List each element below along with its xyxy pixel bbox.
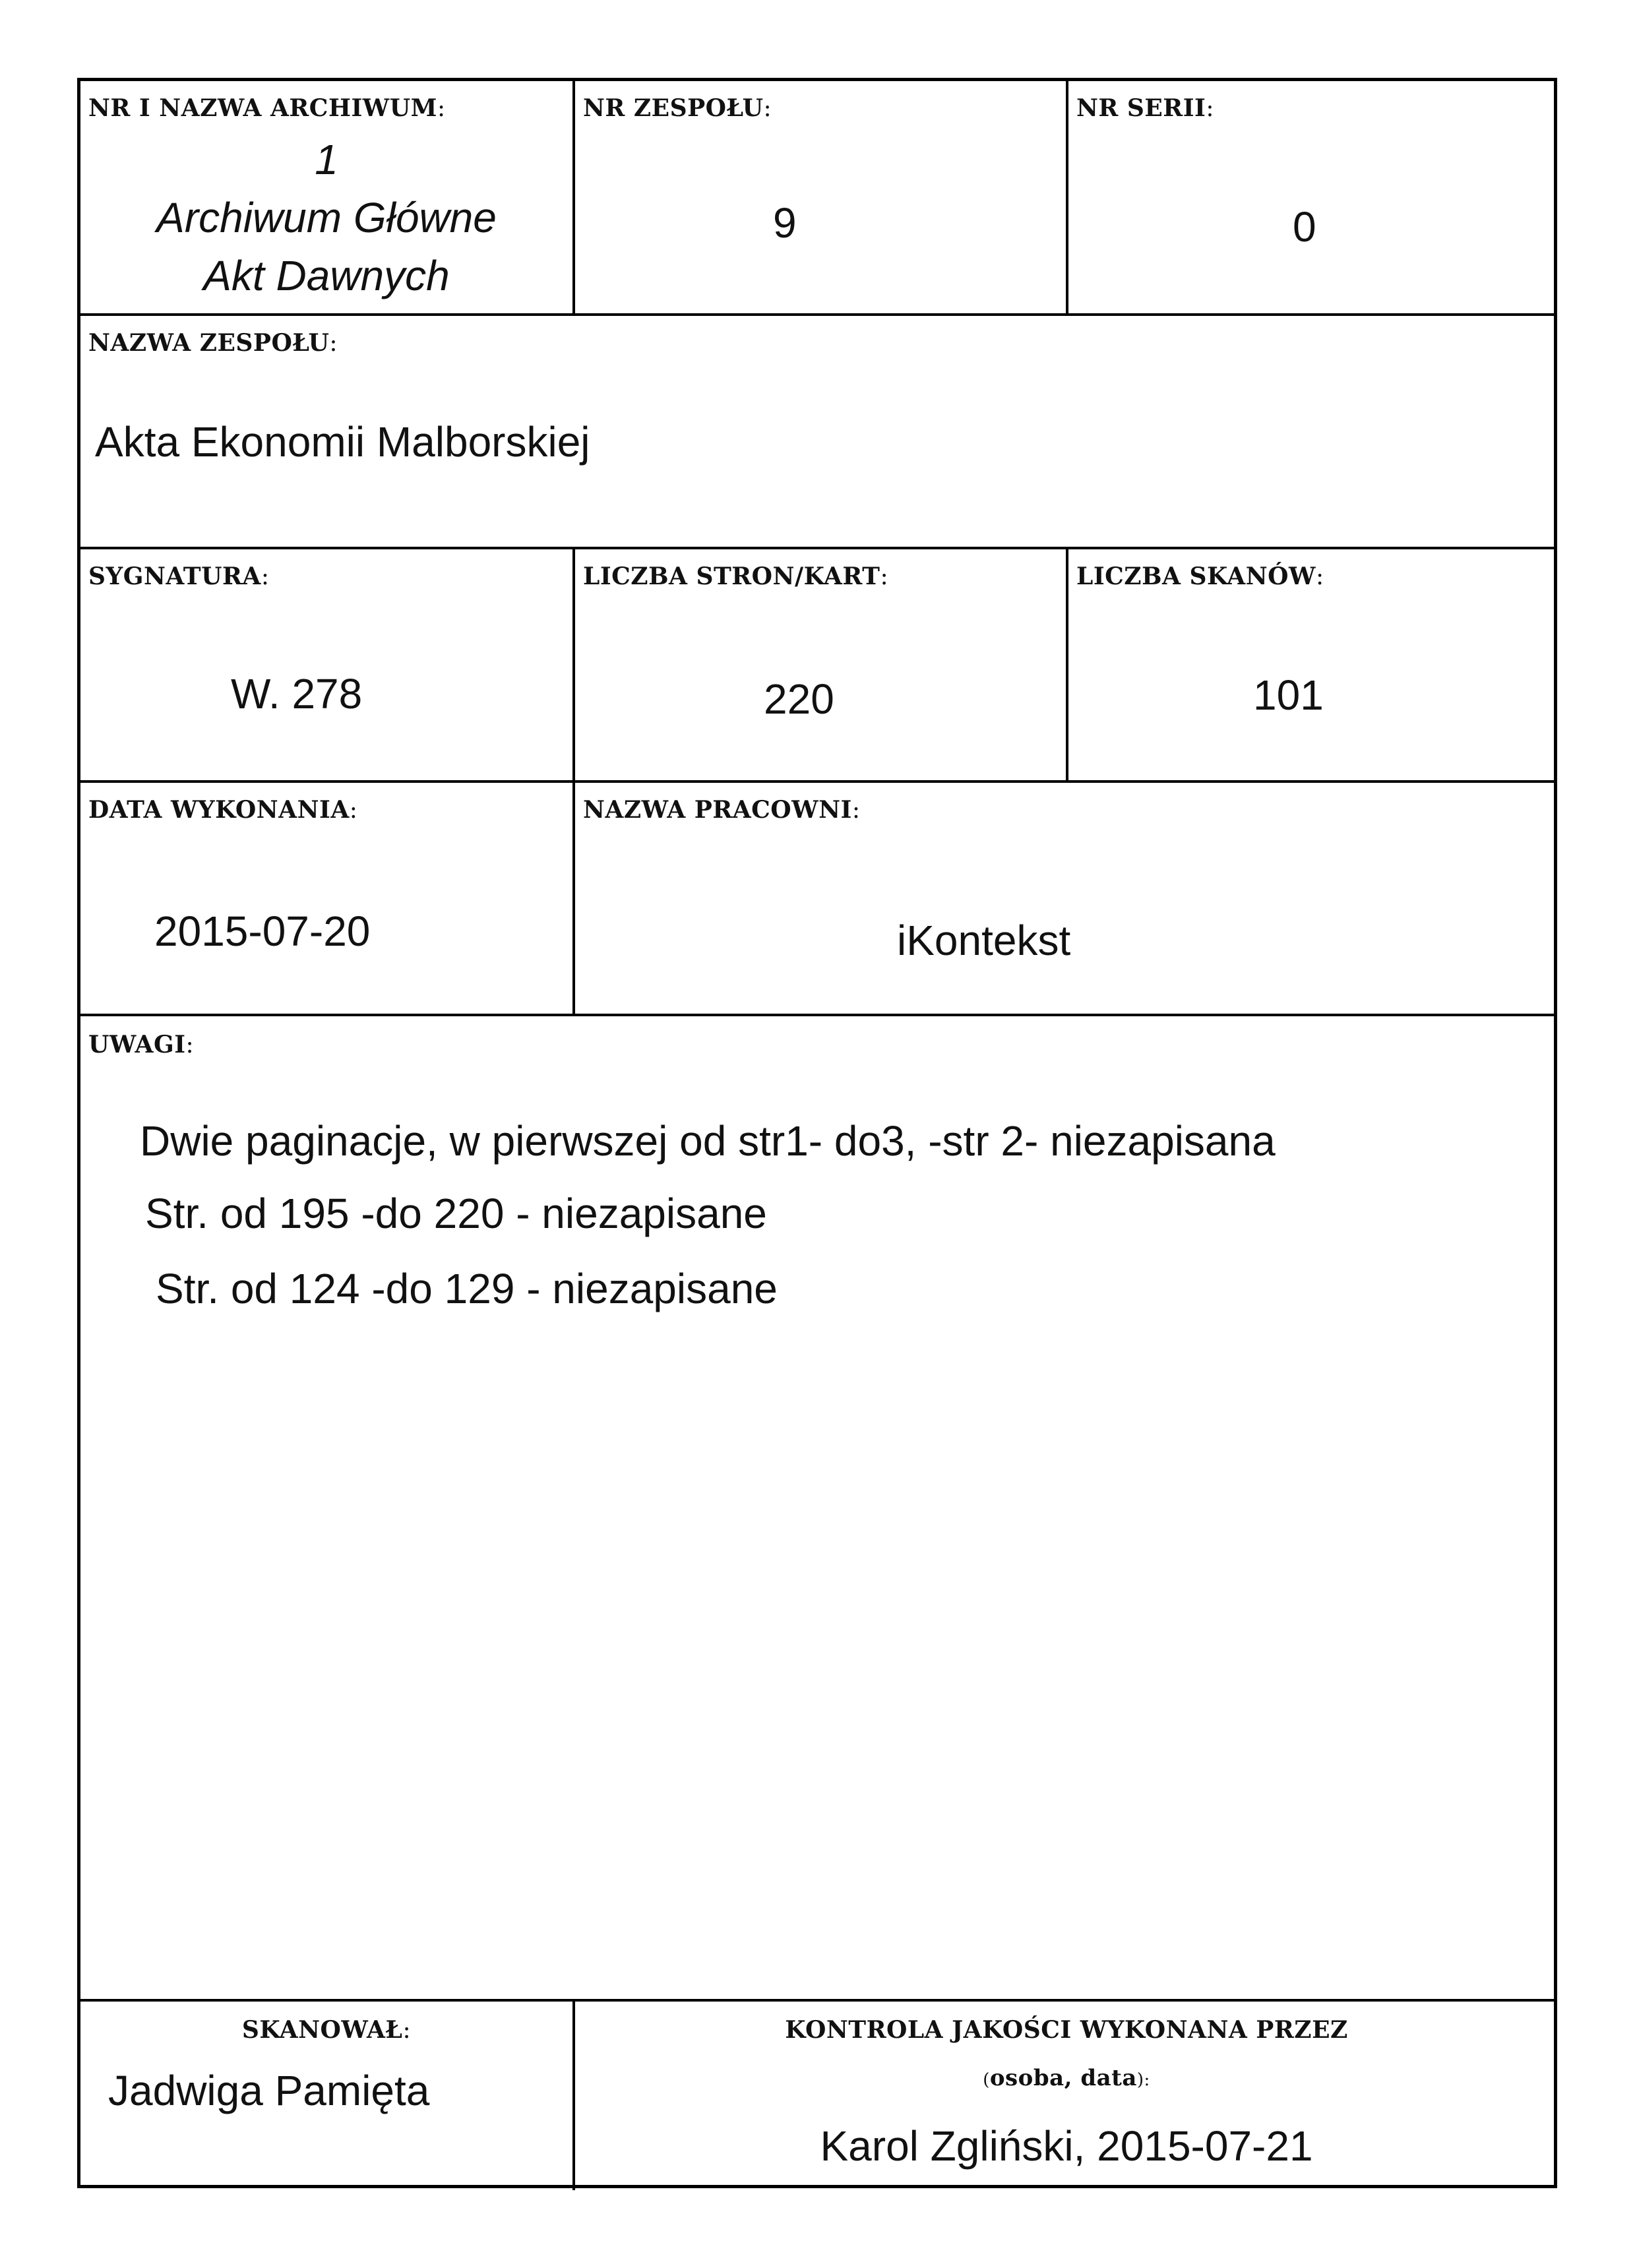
- archive-number: 1: [315, 136, 338, 183]
- workshop-value: iKontekst: [897, 917, 1071, 964]
- row-divider: [80, 313, 1554, 316]
- quality-control-value: Karol Zgliński, 2015-07-21: [820, 2122, 1313, 2170]
- remarks-line: Dwie paginacje, w pierwszej od str1- do3, -str 2- niezapisana: [140, 1117, 1276, 1165]
- fonds-number-value: 9: [773, 199, 797, 247]
- scanned-by-value: Jadwiga Pamięta: [108, 2067, 430, 2114]
- row-divider: [80, 1999, 1554, 2002]
- column-divider: [572, 780, 575, 1014]
- row-divider: [80, 547, 1554, 549]
- scans-count-value: 101: [1253, 671, 1324, 719]
- pages-count-value: 220: [764, 675, 834, 723]
- workshop-label: NAZWA PRACOWNI:: [583, 796, 861, 824]
- series-number-label: NR SERII:: [1076, 94, 1215, 122]
- remarks-line: Str. od 124 -do 129 - niezapisane: [156, 1265, 778, 1312]
- date-done-label: DATA WYKONANIA:: [88, 796, 358, 824]
- column-divider: [572, 81, 575, 313]
- series-number-value: 0: [1293, 203, 1316, 251]
- scanned-by-label: SKANOWAŁ:: [241, 2016, 412, 2044]
- archive-label: NR I NAZWA ARCHIWUM:: [88, 94, 446, 122]
- signature-value: W. 278: [231, 670, 363, 718]
- signature-label: SYGNATURA:: [88, 563, 270, 590]
- column-divider: [572, 547, 575, 780]
- archive-name-line2: Akt Dawnych: [203, 252, 450, 299]
- row-divider: [80, 1014, 1554, 1016]
- remarks-label: UWAGI:: [88, 1031, 195, 1058]
- column-divider: [1066, 547, 1068, 780]
- fonds-name-label: NAZWA ZESPOŁU:: [88, 329, 338, 357]
- column-divider: [1066, 81, 1068, 313]
- fonds-name-value: Akta Ekonomii Malborskiej: [95, 418, 590, 466]
- remarks-line: Str. od 195 -do 220 - niezapisane: [145, 1190, 767, 1237]
- archive-name-line1: Archiwum Główne: [156, 194, 497, 241]
- date-done-value: 2015-07-20: [154, 907, 371, 955]
- scans-count-label: LICZBA SKANÓW:: [1076, 563, 1324, 590]
- archival-metadata-form: [77, 78, 1557, 2188]
- fonds-number-label: NR ZESPOŁU:: [583, 94, 772, 122]
- quality-control-sublabel: (osoba, data):: [983, 2065, 1150, 2091]
- pages-count-label: LICZBA STRON/KART:: [583, 563, 889, 590]
- quality-control-label: KONTROLA JAKOŚCI WYKONANA PRZEZ: [785, 2016, 1348, 2044]
- row-divider: [80, 780, 1554, 783]
